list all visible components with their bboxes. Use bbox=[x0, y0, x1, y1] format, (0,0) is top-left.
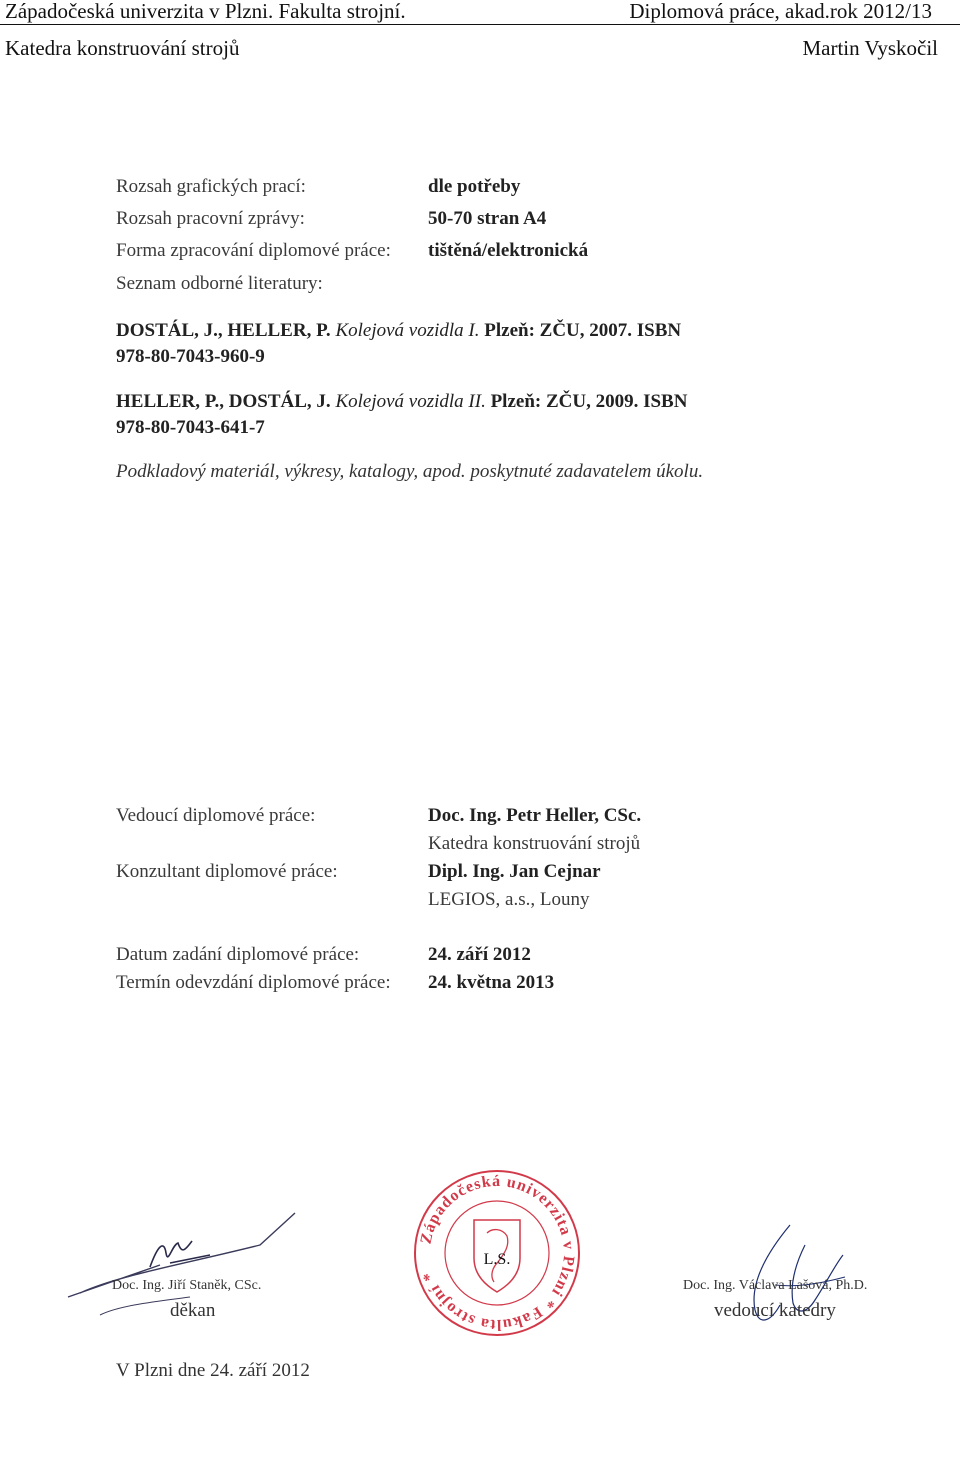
literature-item: HELLER, P., DOSTÁL, J. Kolejová vozidla II. Plzeň: ZČU, 2009. ISBN bbox=[116, 391, 688, 412]
graphics-scope-label: Rozsah grafických prací: bbox=[116, 176, 306, 197]
report-scope-label: Rozsah pracovní zprávy: bbox=[116, 208, 305, 229]
dean-title: děkan bbox=[170, 1300, 216, 1321]
dean-name: Doc. Ing. Jiří Staněk, CSc. bbox=[112, 1278, 262, 1293]
deadline-label: Termín odevzdání diplomové práce: bbox=[116, 972, 391, 993]
literature-isbn: 978-80-7043-960-9 bbox=[116, 346, 265, 367]
head-title: vedoucí katedry bbox=[714, 1300, 836, 1321]
stamp-text: Západočeská univerzita v Plzni * Fakulta strojní * bbox=[417, 1172, 578, 1334]
university-stamp bbox=[412, 1158, 582, 1348]
head-name: Doc. Ing. Václava Lašová, Ph.D. bbox=[683, 1278, 868, 1293]
header-author: Martin Vyskočil bbox=[802, 36, 938, 60]
consultant-name: Dipl. Ing. Jan Cejnar bbox=[428, 861, 601, 882]
assigned-date-label: Datum zadání diplomové práce: bbox=[116, 944, 360, 965]
literature-label: Seznam odborné literatury: bbox=[116, 273, 323, 294]
running-header-bottom bbox=[0, 36, 960, 62]
form-label: Forma zpracování diplomové práce: bbox=[116, 240, 391, 261]
literature-note: Podkladový materiál, výkresy, katalogy, apod. poskytnuté zadavatelem úkolu. bbox=[116, 461, 704, 482]
place-date: V Plzni dne 24. září 2012 bbox=[116, 1360, 310, 1381]
header-department: Katedra konstruování strojů bbox=[5, 36, 240, 60]
header-university: Západočeská univerzita v Plzni. Fakulta strojní. bbox=[5, 0, 406, 23]
supervisor-dept: Katedra konstruování strojů bbox=[428, 833, 641, 854]
running-header-top bbox=[0, 0, 960, 25]
assigned-date-value: 24. září 2012 bbox=[428, 944, 531, 965]
graphics-scope-value: dle potřeby bbox=[428, 176, 521, 197]
literature-isbn: 978-80-7043-641-7 bbox=[116, 417, 265, 438]
supervisor-name: Doc. Ing. Petr Heller, CSc. bbox=[428, 805, 642, 826]
report-scope-value: 50-70 stran A4 bbox=[428, 208, 547, 229]
consultant-org: LEGIOS, a.s., Louny bbox=[428, 889, 590, 910]
literature-item: DOSTÁL, J., HELLER, P. Kolejová vozidla I. Plzeň: ZČU, 2007. ISBN bbox=[116, 320, 682, 341]
supervisor-label: Vedoucí diplomové práce: bbox=[116, 805, 316, 826]
consultant-label: Konzultant diplomové práce: bbox=[116, 861, 338, 882]
header-thesis-year: Diplomová práce, akad.rok 2012/13 bbox=[629, 0, 932, 23]
deadline-value: 24. května 2013 bbox=[428, 972, 555, 993]
seal-mark: L.S. bbox=[483, 1251, 511, 1268]
form-value: tištěná/elektronická bbox=[428, 240, 589, 261]
